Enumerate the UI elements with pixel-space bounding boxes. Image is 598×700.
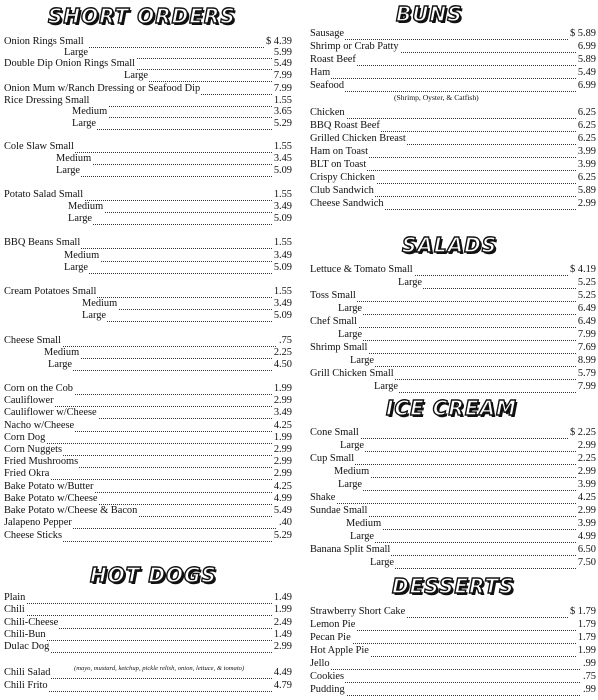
- menu-item-price: 6.99: [577, 80, 596, 91]
- menu-item-row: [4, 641, 292, 653]
- menu-item-price: 2.49: [273, 617, 292, 628]
- menu-item-name: Large: [82, 310, 107, 321]
- menu-item-name: Jello: [310, 658, 330, 669]
- menu-item-row: [4, 165, 292, 177]
- menu-item-row: [310, 159, 596, 171]
- menu-item-price: 2.99: [577, 440, 596, 451]
- menu-item-name: Chef Small: [310, 316, 358, 327]
- dot-leader: [310, 66, 596, 79]
- menu-item-row: [4, 262, 292, 274]
- menu-item-row: [310, 355, 596, 367]
- menu-item-price: 2.99: [577, 198, 596, 209]
- menu-item-row: [310, 427, 596, 439]
- menu-item-price: 3.99: [577, 479, 596, 490]
- menu-item-row: [310, 479, 596, 491]
- menu-item-price: 4.25: [577, 492, 596, 503]
- menu-item-price: 3.99: [577, 518, 596, 529]
- menu-item-name: Lemon Pie: [310, 619, 356, 630]
- menu-item-name: Hot Apple Pie: [310, 645, 369, 656]
- menu-item-price: 1.49: [273, 592, 292, 603]
- menu-item-name: Cone Small: [310, 427, 359, 438]
- menu-item-row: [4, 530, 292, 542]
- menu-item-row: [310, 440, 596, 452]
- menu-item-price: 2.99: [273, 468, 292, 479]
- dot-leader: [124, 69, 292, 82]
- menu-item-name: Large: [340, 440, 365, 451]
- menu-item-name: Nacho w/Cheese: [4, 420, 75, 431]
- menu-item-name: Dulac Dog: [4, 641, 50, 652]
- menu-item-price: 5.25: [577, 277, 596, 288]
- dot-leader: [310, 106, 596, 119]
- menu-item-name: Potato Salad Small: [4, 189, 84, 200]
- dot-leader: [340, 439, 596, 452]
- menu-item-name: Corn Dog: [4, 432, 46, 443]
- heading-hot-dogs: HOT DOGS: [90, 563, 217, 587]
- menu-item-name: Cheese Small: [4, 335, 61, 346]
- dot-leader: [4, 603, 292, 616]
- menu-item-name: Cauliflower: [4, 395, 54, 406]
- menu-item-price: 7.99: [577, 329, 596, 340]
- menu-item-price: 5.79: [577, 368, 596, 379]
- menu-item-row: [310, 453, 596, 465]
- menu-item-price: 1.55: [273, 237, 292, 248]
- menu-item-row: [310, 172, 596, 184]
- menu-item-price: 2.25: [273, 347, 292, 358]
- dot-leader: [48, 358, 292, 371]
- menu-item-name: Onion Rings Small: [4, 36, 84, 47]
- menu-item-price: 2.25: [577, 453, 596, 464]
- menu-item-price: 2.99: [273, 641, 292, 652]
- dot-leader: [350, 354, 596, 367]
- menu-item-row: [310, 518, 596, 530]
- menu-item-price: 5.09: [273, 310, 292, 321]
- menu-item-price: 6.50: [577, 544, 596, 555]
- menu-item-price: 3.49: [273, 201, 292, 212]
- menu-item-price: 7.50: [577, 557, 596, 568]
- menu-item-row: [310, 290, 596, 302]
- menu-item-name: Bake Potato w/Butter: [4, 481, 94, 492]
- dot-leader: [72, 117, 292, 130]
- menu-item-price: 1.79: [577, 619, 596, 630]
- menu-item-name: BLT on Toast: [310, 159, 367, 170]
- menu-item-price: 5.09: [273, 262, 292, 273]
- menu-item-name: Medium: [56, 153, 92, 164]
- menu-item-price: 6.99: [577, 41, 596, 52]
- menu-item-price: 1.99: [273, 383, 292, 394]
- menu-item-price: 3.65: [273, 106, 292, 117]
- menu-item-name: Toss Small: [310, 290, 356, 301]
- dot-leader: [350, 530, 596, 543]
- menu-item-price: 8.99: [577, 355, 596, 366]
- menu-item-name: Pecan Pie: [310, 632, 351, 643]
- menu-item-row: [310, 107, 596, 119]
- menu-item-price: 2.99: [273, 456, 292, 467]
- menu-item-name: Large: [56, 165, 81, 176]
- menu-item-price: 6.25: [577, 172, 596, 183]
- menu-item-row: [310, 316, 596, 328]
- menu-item-name: Plain: [4, 592, 26, 603]
- dot-leader: [334, 465, 596, 478]
- menu-item-name: Chili-Cheese: [4, 617, 59, 628]
- menu-item-name: Strawberry Short Cake: [310, 606, 406, 617]
- heading-desserts: DESSERTS: [392, 574, 515, 598]
- menu-item-row: [4, 118, 292, 130]
- menu-item-price: 2.99: [577, 466, 596, 477]
- menu-item-name: Large: [338, 303, 363, 314]
- menu-item-price: 2.99: [577, 505, 596, 516]
- heading-buns: BUNS: [396, 2, 463, 26]
- menu-item-row: [310, 684, 596, 696]
- heading-ice-cream: ICE CREAM: [386, 396, 517, 420]
- menu-item-row: [310, 198, 596, 210]
- menu-item-row: [310, 557, 596, 569]
- seafood-note: (Shrimp, Oyster, & Catfish): [394, 93, 479, 102]
- menu-item-price: 5.29: [273, 530, 292, 541]
- menu-item-row: [4, 70, 292, 82]
- menu-item-price: 1.55: [273, 286, 292, 297]
- menu-item-name: Cole Slaw Small: [4, 141, 74, 152]
- menu-item-price: 2.99: [273, 395, 292, 406]
- menu-item-row: [310, 28, 596, 40]
- menu-item-price: 3.99: [577, 146, 596, 157]
- menu-item-name: Large: [64, 262, 89, 273]
- menu-item-name: Seafood: [310, 80, 345, 91]
- menu-item-row: [4, 359, 292, 371]
- heading-short-orders: SHORT ORDERS: [48, 4, 236, 28]
- menu-item-price: $ 1.79: [570, 606, 596, 617]
- menu-item-price: 1.55: [273, 95, 292, 106]
- menu-item-row: [310, 645, 596, 657]
- menu-item-row: [4, 517, 292, 529]
- menu-item-name: Large: [374, 381, 399, 392]
- menu-item-name: Chili-Bun: [4, 629, 46, 640]
- menu-item-name: Large: [370, 557, 395, 568]
- menu-item-row: [4, 604, 292, 616]
- menu-item-price: 1.79: [577, 632, 596, 643]
- menu-item-price: 4.99: [577, 531, 596, 542]
- menu-item-price: 6.49: [577, 303, 596, 314]
- menu-item-row: [4, 237, 292, 249]
- menu-item-name: Cream Potatoes Small: [4, 286, 97, 297]
- menu-item-price: 3.45: [273, 153, 292, 164]
- menu-item-row: [4, 680, 292, 692]
- menu-item-row: [4, 310, 292, 322]
- menu-item-price: 1.99: [273, 604, 292, 615]
- menu-item-name: Grilled Chicken Breast: [310, 133, 406, 144]
- menu-item-name: Corn on the Cob: [4, 383, 73, 394]
- menu-item-price: 7.99: [577, 381, 596, 392]
- menu-item-name: Fried Okra: [4, 468, 50, 479]
- menu-item-name: BBQ Roast Beef: [310, 120, 380, 131]
- menu-item-row: [310, 531, 596, 543]
- menu-item-name: Ham: [310, 67, 331, 78]
- menu-item-price: 4.50: [273, 359, 292, 370]
- menu-item-row: [310, 185, 596, 197]
- menu-item-price: 5.49: [577, 67, 596, 78]
- dot-leader: [310, 657, 596, 670]
- menu-item-price: $ 4.19: [570, 264, 596, 275]
- menu-item-price: 5.09: [273, 165, 292, 176]
- dot-leader: [310, 27, 596, 40]
- dot-leader: [310, 631, 596, 644]
- menu-item-row: [310, 277, 596, 289]
- menu-item-name: Cauliflower w/Cheese: [4, 407, 97, 418]
- menu-item-name: Large: [68, 213, 93, 224]
- dot-leader: [68, 212, 292, 225]
- dot-leader: [346, 517, 596, 530]
- menu-item-name: Medium: [334, 466, 370, 477]
- menu-item-price: 1.99: [577, 645, 596, 656]
- menu-item-row: [310, 67, 596, 79]
- menu-item-name: Club Sandwich: [310, 185, 374, 196]
- dot-leader: [374, 380, 596, 393]
- menu-item-row: [310, 619, 596, 631]
- dot-leader: [338, 328, 596, 341]
- menu-item-name: Onion Mum w/Ranch Dressing or Seafood Dip: [4, 83, 201, 94]
- menu-item-price: .99: [583, 684, 596, 695]
- menu-item-row: [310, 606, 596, 618]
- menu-item-row: [4, 667, 292, 679]
- menu-item-name: Medium: [64, 250, 100, 261]
- menu-item-name: Cup Small: [310, 453, 355, 464]
- menu-item-name: Large: [350, 531, 375, 542]
- menu-item-name: Large: [398, 277, 423, 288]
- menu-item-name: Pudding: [310, 684, 345, 695]
- heading-salads: SALADS: [402, 233, 498, 257]
- menu-item-price: 5.29: [273, 118, 292, 129]
- menu-item-price: 5.09: [273, 213, 292, 224]
- menu-item-name: Grill Chicken Small: [310, 368, 394, 379]
- menu-item-name: Chicken: [310, 107, 345, 118]
- dot-leader: [310, 683, 596, 696]
- menu-item-name: Ham on Toast: [310, 146, 368, 157]
- menu-item-price: 4.25: [273, 481, 292, 492]
- menu-item-name: Double Dip Onion Rings Small: [4, 58, 136, 69]
- menu-item-name: Cheese Sticks: [4, 530, 63, 541]
- dot-leader: [310, 79, 596, 92]
- menu-item-price: 3.49: [273, 407, 292, 418]
- menu-item-price: 7.99: [273, 70, 292, 81]
- menu-item-name: Large: [338, 479, 363, 490]
- menu-item-row: [310, 671, 596, 683]
- menu-item-price: 5.49: [273, 58, 292, 69]
- dot-leader: [56, 164, 292, 177]
- menu-item-name: Medium: [72, 106, 108, 117]
- menu-item-row: [310, 658, 596, 670]
- menu-item-price: .75: [583, 671, 596, 682]
- menu-item-price: 7.99: [273, 83, 292, 94]
- menu-item-row: [310, 381, 596, 393]
- menu-item-row: [310, 120, 596, 132]
- menu-item-price: 5.25: [577, 290, 596, 301]
- menu-item-row: [310, 368, 596, 380]
- dot-leader: [338, 302, 596, 315]
- menu-item-name: Medium: [82, 298, 118, 309]
- menu-item-name: Chili Frito: [4, 680, 48, 691]
- dot-leader: [338, 478, 596, 491]
- menu-item-name: BBQ Beans Small: [4, 237, 81, 248]
- menu-item-price: 5.99: [273, 47, 292, 58]
- menu-item-row: [310, 492, 596, 504]
- menu-item-row: [310, 632, 596, 644]
- menu-item-name: Large: [124, 70, 149, 81]
- menu-item-row: [310, 41, 596, 53]
- menu-item-price: .40: [279, 517, 292, 528]
- menu-item-name: Shrimp or Crab Patty: [310, 41, 399, 52]
- menu-item-name: Chili Salad: [4, 667, 51, 678]
- menu-item-price: $ 2.25: [570, 427, 596, 438]
- menu-item-name: Banana Split Small: [310, 544, 391, 555]
- menu-item-name: Large: [48, 359, 73, 370]
- menu-item-price: 1.99: [273, 432, 292, 443]
- menu-item-row: [310, 466, 596, 478]
- menu-item-price: .99: [583, 658, 596, 669]
- menu-item-row: [310, 146, 596, 158]
- menu-item-row: [310, 80, 596, 92]
- menu-item-name: Fried Mushrooms: [4, 456, 79, 467]
- dot-leader: [310, 491, 596, 504]
- menu-item-name: Shake: [310, 492, 336, 503]
- menu-item-name: Bake Potato w/Cheese & Bacon: [4, 505, 138, 516]
- menu-item-price: 3.49: [273, 250, 292, 261]
- menu-item-row: [310, 303, 596, 315]
- menu-item-name: Cheese Sandwich: [310, 198, 384, 209]
- menu-item-price: 3.99: [577, 159, 596, 170]
- menu-item-price: 5.49: [273, 505, 292, 516]
- menu-item-price: 4.25: [273, 420, 292, 431]
- menu-item-row: [310, 264, 596, 276]
- menu-item-name: Medium: [44, 347, 80, 358]
- menu-item-name: Sausage: [310, 28, 345, 39]
- menu-item-name: Large: [350, 355, 375, 366]
- dot-leader: [310, 670, 596, 683]
- menu-item-row: [310, 54, 596, 66]
- menu-item-price: 1.55: [273, 189, 292, 200]
- menu-item-row: [4, 407, 292, 419]
- chili-salad-note: (mayo, mustard, ketchup, pickle relish, onion, lettuce, & tomato): [74, 665, 245, 672]
- menu-item-price: .75: [279, 335, 292, 346]
- menu-item-price: $ 4.39: [266, 36, 292, 47]
- menu-item-price: 4.49: [273, 667, 292, 678]
- menu-item-name: Lettuce & Tomato Small: [310, 264, 413, 275]
- menu-item-name: Corn Nuggets: [4, 444, 63, 455]
- menu-item-name: Large: [64, 47, 89, 58]
- menu-item-name: Shrimp Small: [310, 342, 368, 353]
- menu-item-price: 6.25: [577, 107, 596, 118]
- menu-item-price: 7.69: [577, 342, 596, 353]
- menu-item-name: Medium: [68, 201, 104, 212]
- dot-leader: [370, 556, 596, 569]
- menu-item-row: [310, 329, 596, 341]
- menu-item-name: Roast Beef: [310, 54, 356, 65]
- menu-item-name: Jalapeno Pepper: [4, 517, 72, 528]
- dot-leader: [398, 276, 596, 289]
- menu-item-name: Bake Potato w/Cheese: [4, 493, 98, 504]
- menu-item-name: Medium: [346, 518, 382, 529]
- menu-item-price: 2.99: [273, 444, 292, 455]
- menu-item-row: [310, 342, 596, 354]
- menu-item-name: Crispy Chicken: [310, 172, 375, 183]
- menu-item-name: Chili: [4, 604, 25, 615]
- menu-item-price: 5.89: [577, 185, 596, 196]
- menu-item-row: [4, 468, 292, 480]
- menu-item-price: 4.79: [273, 680, 292, 691]
- menu-item-name: Large: [72, 118, 97, 129]
- menu-item-name: Cookies: [310, 671, 345, 682]
- menu-item-price: 5.89: [577, 54, 596, 65]
- menu-item-price: 1.49: [273, 629, 292, 640]
- menu-item-row: [4, 213, 292, 225]
- menu-item-row: [310, 133, 596, 145]
- menu-item-price: $ 5.89: [570, 28, 596, 39]
- menu-item-row: [310, 544, 596, 556]
- menu-item-row: [310, 505, 596, 517]
- menu-item-price: 6.49: [577, 316, 596, 327]
- menu-item-name: Rice Dressing Small: [4, 95, 90, 106]
- menu-item-price: 6.25: [577, 120, 596, 131]
- menu-item-name: Sundae Small: [310, 505, 368, 516]
- dot-leader: [64, 261, 292, 274]
- menu-item-price: 1.55: [273, 141, 292, 152]
- menu-item-name: Large: [338, 329, 363, 340]
- menu-item-price: 4.99: [273, 493, 292, 504]
- menu-item-price: 3.49: [273, 298, 292, 309]
- dot-leader: [82, 309, 292, 322]
- menu-item-price: 6.25: [577, 133, 596, 144]
